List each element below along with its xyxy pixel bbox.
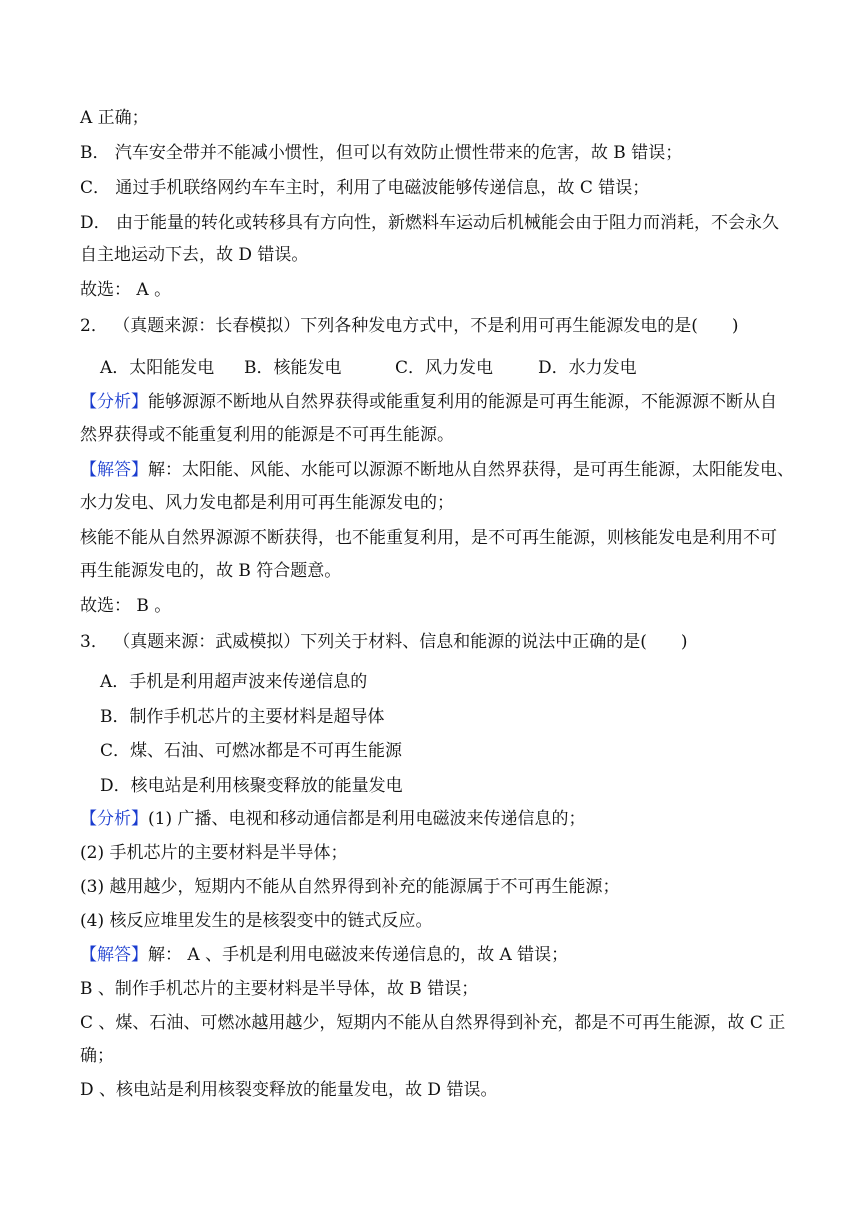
analysis-text: 能够源源不断地从自然界获得或能重复利用的能源是可再生能源，不能源源不断从自	[148, 392, 777, 412]
q2-option-a: A．太阳能发电	[100, 358, 215, 378]
q1-text-line: 自主地运动下去，故 D 错误。	[80, 245, 309, 265]
q1-choice: 故选： A 。	[80, 280, 172, 300]
q2-option-c: C．风力发电	[395, 358, 494, 378]
q3-analysis-line	[80, 809, 784, 829]
q3-analysis-line: (4) 核反应堆里发生的是核裂变中的链式反应。	[80, 911, 433, 931]
answer-text: 解：太阳能、风能、水能可以源源不断地从自然界获得，是可再生能源，太阳能发电、	[148, 460, 794, 480]
q2-choice: 故选： B 。	[80, 596, 172, 616]
q3-option-c: C．煤、石油、可燃冰都是不可再生能源	[100, 741, 403, 761]
q3-option-b: B．制作手机芯片的主要材料是超导体	[100, 707, 385, 727]
q3-analysis-line: (3) 越用越少，短期内不能从自然界得到补充的能源属于不可再生能源；	[80, 877, 620, 897]
q2-option-b: B．核能发电	[244, 358, 342, 378]
q3-answer-line: C 、煤、石油、可燃冰越用越少，短期内不能从自然界得到补充，都是不可再生能源，故 C 正	[80, 1013, 786, 1033]
q2-analysis-line: 然界获得或不能重复利用的能源是不可再生能源。	[80, 425, 454, 445]
q1-text-line: B． 汽车安全带并不能减小惯性，但可以有效防止惯性带来的危害，故 B 错误；	[80, 143, 683, 163]
q3-stem: 3． （真题来源：武威模拟）下列关于材料、信息和能源的说法中正确的是( )	[80, 632, 688, 652]
q3-answer-line: D 、核电站是利用核裂变释放的能量发电，故 D 错误。	[80, 1080, 498, 1100]
q3-option-d: D．核电站是利用核聚变释放的能量发电	[100, 776, 403, 796]
q3-answer-line	[80, 945, 784, 965]
q1-text-line: C． 通过手机联络网约车车主时，利用了电磁波能够传递信息，故 C 错误；	[80, 178, 650, 198]
q2-answer-line	[80, 460, 794, 480]
q1-text-line: D． 由于能量的转化或转移具有方向性，新燃料车运动后机械能会由于阻力而消耗，不会永久	[80, 213, 780, 233]
answer-text: 解： A 、手机是利用电磁波来传递信息的，故 A 错误；	[148, 945, 569, 965]
q2-answer-line: 再生能源发电的，故 B 符合题意。	[80, 561, 342, 581]
q3-answer-line: 确；	[80, 1046, 114, 1066]
q2-option-d: D．水力发电	[538, 358, 637, 378]
analysis-tag: 【分析】	[80, 809, 148, 829]
q2-answer-line: 核能不能从自然界源源不断获得，也不能重复利用，是不可再生能源，则核能发电是利用不可	[80, 528, 777, 548]
q2-answer-line: 水力发电、风力发电都是利用可再生能源发电的；	[80, 493, 454, 513]
q3-answer-line: B 、制作手机芯片的主要材料是半导体，故 B 错误；	[80, 979, 479, 999]
q2-analysis-line	[80, 392, 784, 412]
answer-tag: 【解答】	[80, 460, 148, 480]
q2-stem: 2． （真题来源：长春模拟）下列各种发电方式中，不是利用可再生能源发电的是( )	[80, 316, 739, 336]
q3-option-a: A．手机是利用超声波来传递信息的	[100, 672, 368, 692]
q3-analysis-line: (2) 手机芯片的主要材料是半导体；	[80, 843, 348, 863]
analysis-text: (1) 广播、电视和移动通信都是利用电磁波来传递信息的；	[148, 809, 586, 829]
q1-text-line: A 正确；	[80, 108, 149, 128]
answer-tag: 【解答】	[80, 945, 148, 965]
analysis-tag: 【分析】	[80, 392, 148, 412]
